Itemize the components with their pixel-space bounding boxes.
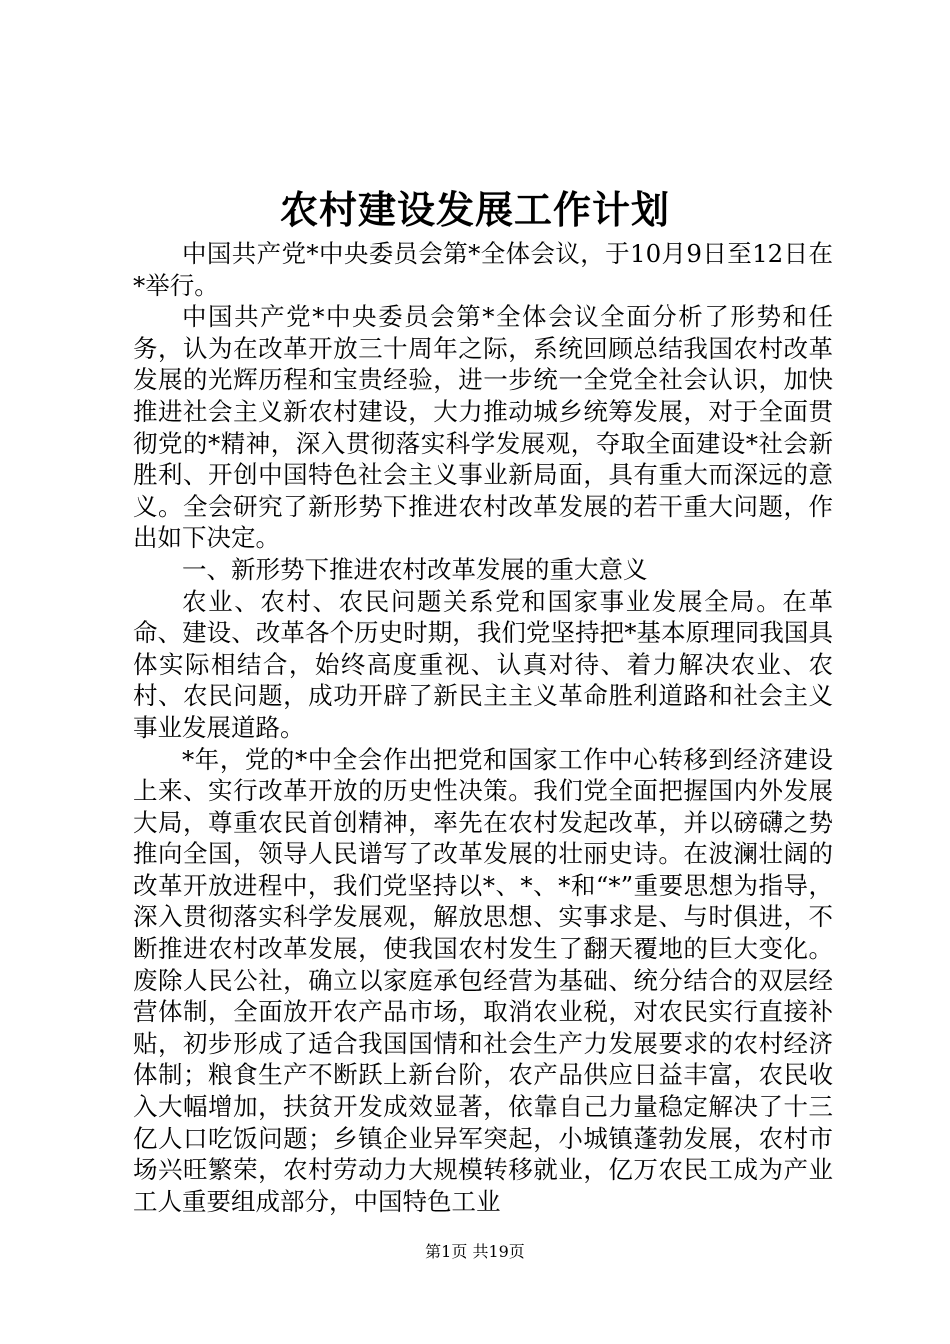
section-heading: 一、新形势下推进农村改革发展的重大意义	[182, 554, 648, 584]
body-paragraph: 农业、农村、农民问题关系党和国家事业发展全局。在革命、建设、改革各个历史时期，我们党坚持把*基本原理同我国具体实际相结合，始终高度重视、认真对待、着力解决农业、农村、农民问题，成功开辟了新民主主义革命胜利道路和社会主义事业发展道路。	[133, 586, 833, 742]
document-title: 农村建设发展工作计划	[279, 187, 670, 232]
body-paragraph: 中国共产党*中央委员会第*全体会议全面分析了形势和任务，认为在改革开放三十周年之际，系统回顾总结我国农村改革发展的光辉历程和宝贵经验，进一步统一全党全社会认识，加快推进社会主义新农村建设，大力推动城乡统筹发展，对于全面贯彻党的*精神，深入贯彻落实科学发展观，夺取全面建设*社会新胜利、开创中国特色社会主义事业新局面，具有重大而深远的意义。全会研究了新形势下推进农村改革发展的若干重大问题，作出如下决定。	[133, 302, 833, 553]
page-footer	[0, 1241, 950, 1263]
document-body	[133, 238, 833, 1217]
page-number-label: 第1页 共19页	[425, 1242, 525, 1261]
body-paragraph: *年，党的*中全会作出把党和国家工作中心转移到经济建设上来、实行改革开放的历史性决策。我们党全面把握国内外发展大局，尊重农民首创精神，率先在农村发起改革，并以磅礴之势推向全国，领导人民谱写了改革发展的壮丽史诗。在波澜壮阔的改革开放进程中，我们党坚持以*、*、*和“*”重要思想为指导，深入贯彻落实科学发展观，解放思想、实事求是、与时俱进，不断推进农村改革发展，使我国农村发生了翻天覆地的巨大变化。废除人民公社，确立以家庭承包经营为基础、统分结合的双层经营体制，全面放开农产品市场，取消农业税，对农民实行直接补贴，初步形成了适合我国国情和社会生产力发展要求的农村经济体制；粮食生产不断跃上新台阶，农产品供应日益丰富，农民收入大幅增加，扶贫开发成效显著，依靠自己力量稳定解决了十三亿人口吃饭问题；乡镇企业异军突起，小城镇蓬勃发展，农村市场兴旺繁荣，农村劳动力大规模转移就业，亿万农民工成为产业工人重要组成部分，中国特色工业	[133, 744, 833, 1216]
body-paragraph: 中国共产党*中央委员会第*全体会议，于10月9日至12日在*举行。	[133, 239, 833, 300]
